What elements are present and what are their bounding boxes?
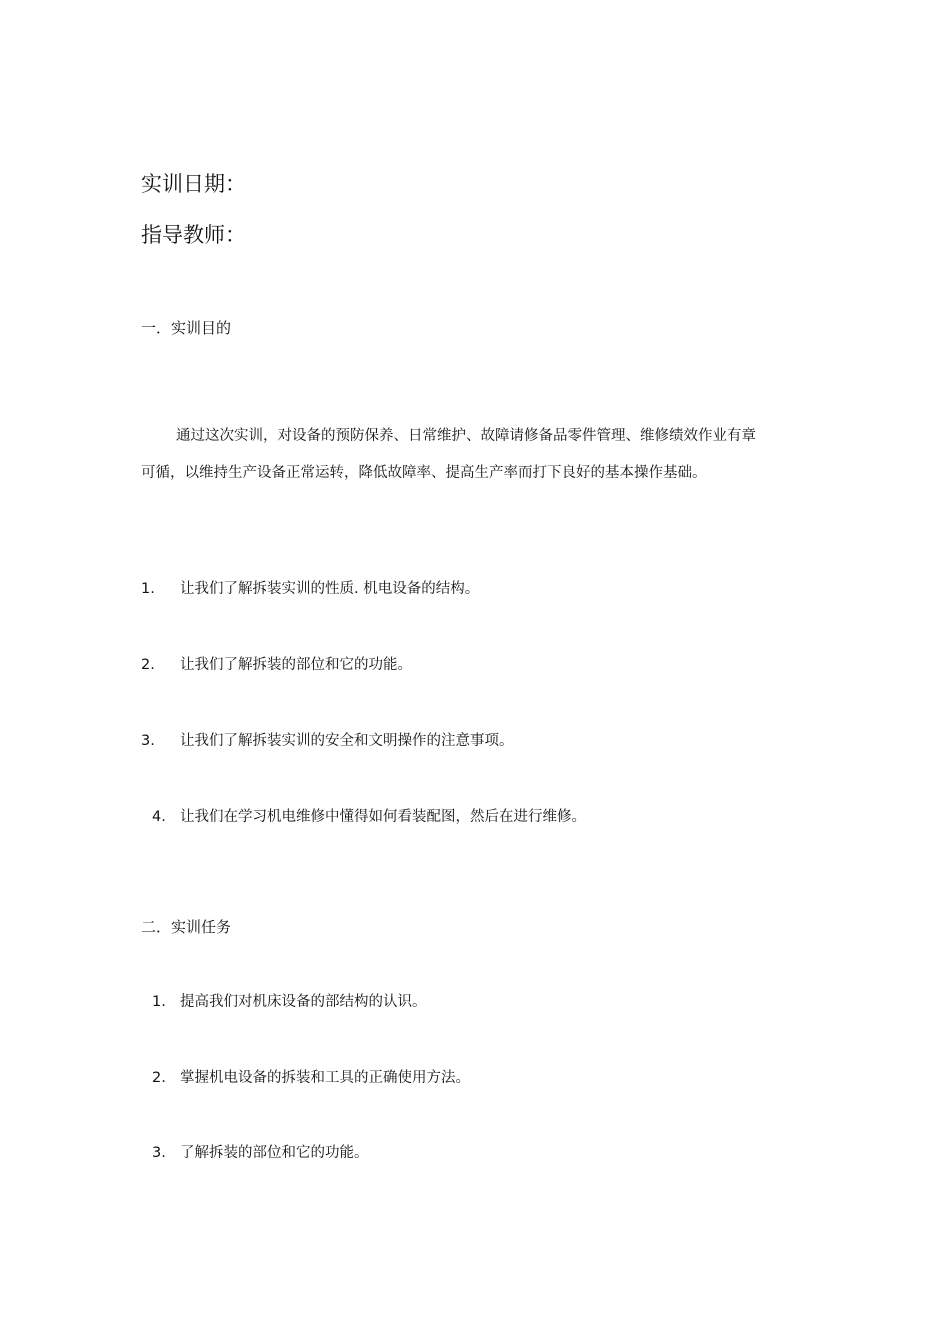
training-date-label: 实训日期： xyxy=(141,172,246,196)
section1-paragraph-line1: 通过这次实训，对设备的预防保养、日常维护、故障请修备品零件管理、维修绩效作业有章 xyxy=(176,428,756,444)
section2-item-2-text: 掌握机电设备的拆装和工具的正确使用方法。 xyxy=(180,1070,470,1086)
section1-heading: 一．实训目的 xyxy=(141,319,232,337)
section2-heading: 二．实训任务 xyxy=(141,918,232,936)
section1-item-4-number: 4. xyxy=(152,809,166,825)
section1-item-3-text: 让我们了解拆装实训的安全和文明操作的注意事项。 xyxy=(180,733,514,749)
section1-item-2-text: 让我们了解拆装的部位和它的功能。 xyxy=(180,657,412,673)
section1-item-2-number: 2. xyxy=(141,657,155,673)
section2-item-1-text: 提高我们对机床设备的部结构的认识。 xyxy=(180,994,427,1010)
section1-item-4-text: 让我们在学习机电维修中懂得如何看装配图，然后在进行维修。 xyxy=(180,809,586,825)
instructor-label: 指导教师： xyxy=(141,223,246,247)
section2-item-1-number: 1. xyxy=(152,994,166,1010)
section1-item-1-number: 1. xyxy=(141,581,155,597)
section2-item-2-number: 2. xyxy=(152,1070,166,1086)
section1-paragraph-line2: 可循，以维持生产设备正常运转，降低故障率、提高生产率而打下良好的基本操作基础。 xyxy=(141,465,707,481)
section2-item-3-text: 了解拆装的部位和它的功能。 xyxy=(180,1145,369,1161)
section1-item-3-number: 3. xyxy=(141,733,155,749)
section1-item-1-text: 让我们了解拆装实训的性质. 机电设备的结构。 xyxy=(180,581,480,597)
section2-item-3-number: 3. xyxy=(152,1145,166,1161)
